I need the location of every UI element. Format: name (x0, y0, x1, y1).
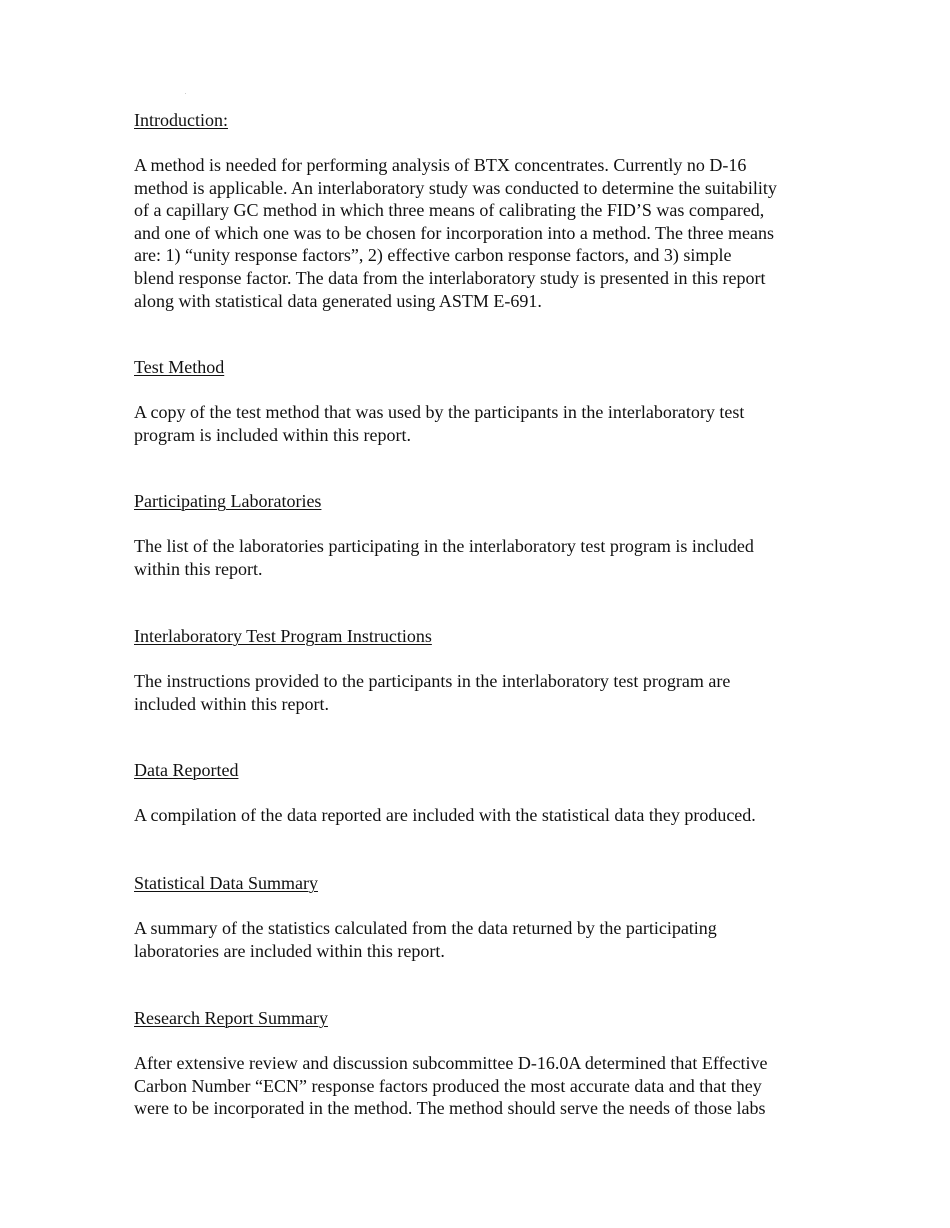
section-heading: Statistical Data Summary (134, 873, 318, 893)
text-line: are: 1) “unity response factors”, 2) effective carbon response factors, and 3) simple (134, 245, 732, 266)
text-line: The instructions provided to the participants in the interlaboratory test program are (134, 671, 731, 691)
scan-speck (185, 93, 186, 94)
section-heading: Research Report Summary (134, 1008, 328, 1028)
text-line: A method is needed for performing analysis of BTX concentrates. Currently no D-16 (134, 155, 747, 175)
section-body (134, 670, 824, 715)
section-heading: Interlaboratory Test Program Instructions (134, 626, 432, 646)
text-line: A compilation of the data reported are included with the statistical data they produced. (134, 805, 756, 825)
text-line: method is applicable. An interlaboratory study was conducted to determine the suitability (134, 177, 777, 198)
section-heading: Data Reported (134, 760, 239, 780)
section-introduction (134, 109, 824, 312)
section-test-program-instructions (134, 625, 824, 715)
text-line: included within this report. (134, 693, 329, 714)
text-line: After extensive review and discussion subcommittee D-16.0A determined that Effective (134, 1053, 768, 1073)
section-statistical-data-summary (134, 872, 824, 962)
section-body (134, 535, 824, 580)
text-line: laboratories are included within this report. (134, 940, 445, 961)
text-line: blend response factor. The data from the interlaboratory study is presented in this report (134, 267, 766, 288)
section-body (134, 401, 824, 446)
text-line: A copy of the test method that was used by the participants in the interlaboratory test (134, 402, 745, 422)
section-body (134, 917, 824, 962)
text-line: program is included within this report. (134, 424, 411, 445)
text-line: Carbon Number “ECN” response factors produced the most accurate data and that they (134, 1075, 762, 1096)
section-participating-laboratories (134, 490, 824, 580)
section-heading: Introduction: (134, 110, 228, 130)
section-body (134, 804, 824, 827)
section-test-method (134, 356, 824, 446)
text-line: within this report. (134, 558, 263, 579)
section-heading: Participating Laboratories (134, 491, 322, 511)
section-body (134, 1052, 824, 1120)
section-heading: Test Method (134, 357, 225, 377)
text-line: and one of which one was to be chosen for incorporation into a method. The three means (134, 222, 774, 243)
text-line: A summary of the statistics calculated from the data returned by the participating (134, 918, 717, 938)
section-data-reported (134, 759, 824, 827)
text-line: of a capillary GC method in which three means of calibrating the FID’S was compared, (134, 200, 765, 221)
text-line: were to be incorporated in the method. The method should serve the needs of those labs (134, 1098, 766, 1119)
section-research-report-summary (134, 1007, 824, 1120)
section-body (134, 154, 824, 312)
text-line: along with statistical data generated using ASTM E-691. (134, 290, 542, 311)
text-line: The list of the laboratories participating in the interlaboratory test program is included (134, 536, 754, 556)
